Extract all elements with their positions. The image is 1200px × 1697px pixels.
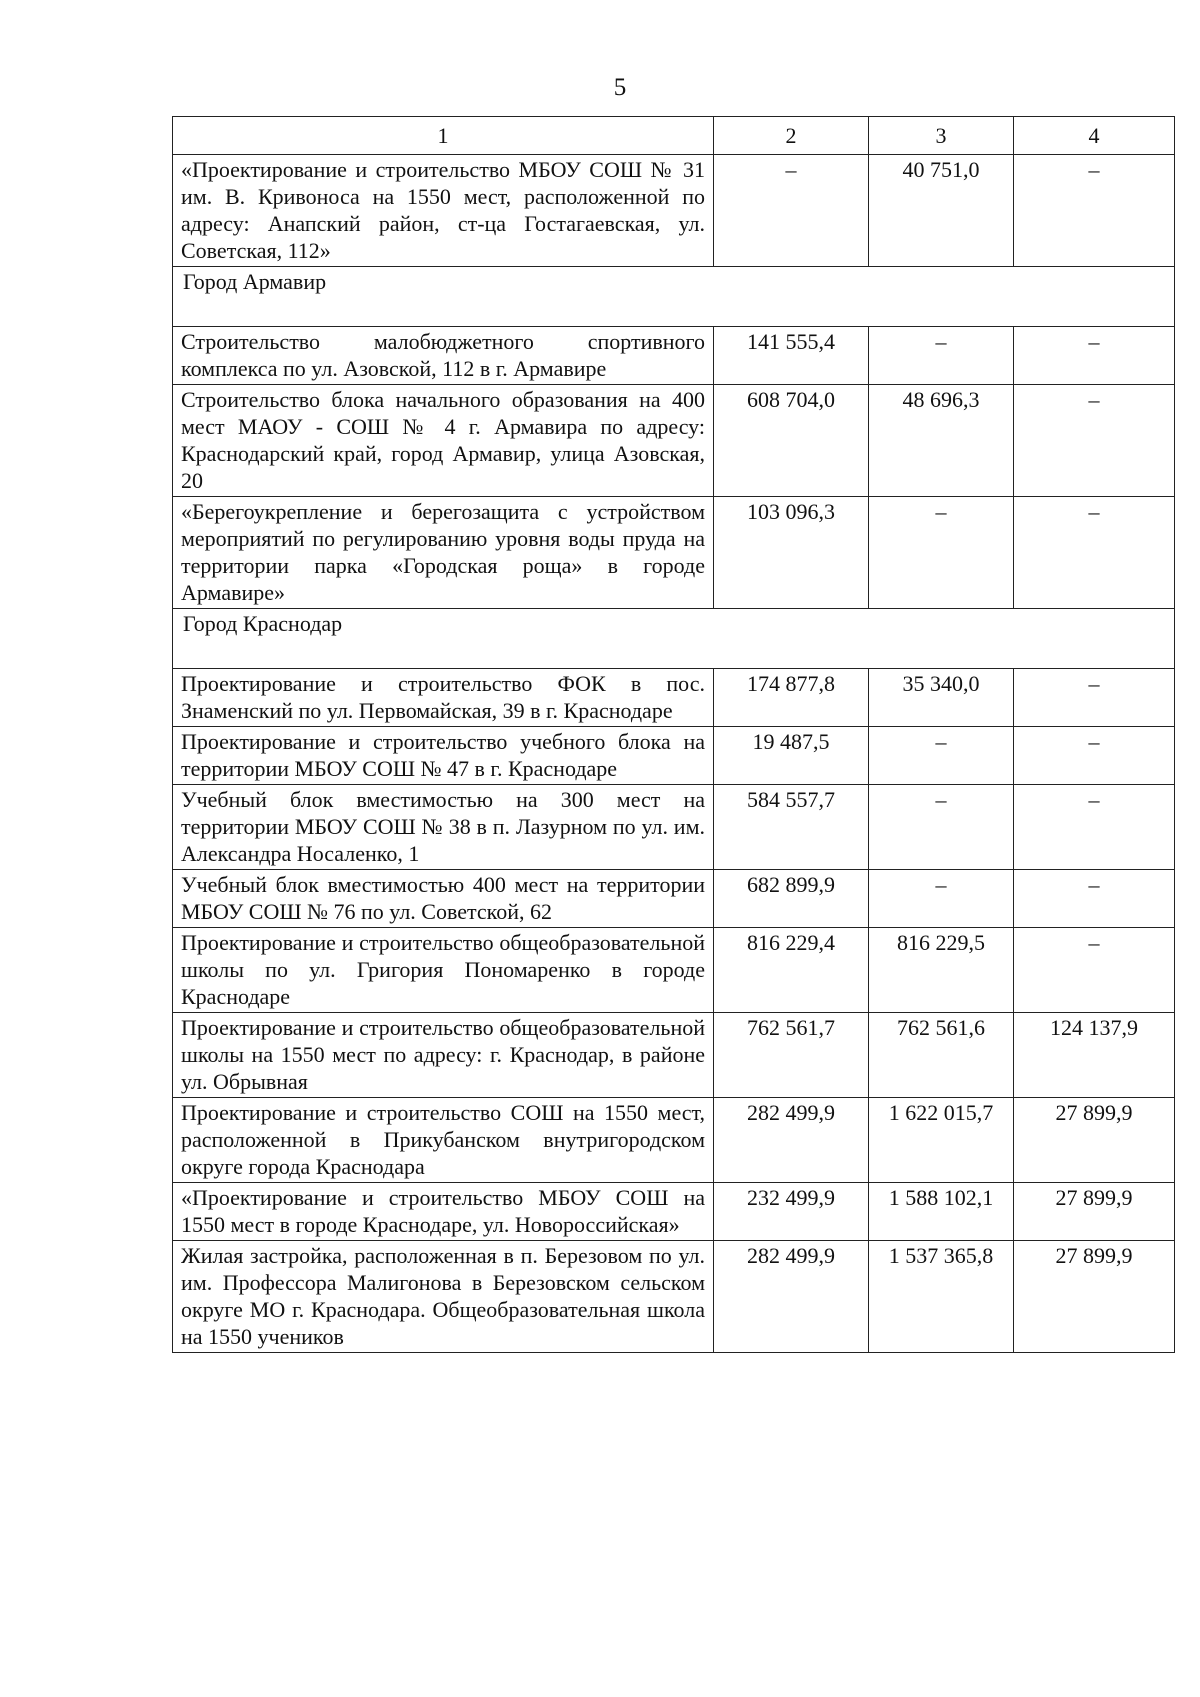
value-cell-col2: 282 499,9 [714, 1241, 869, 1353]
value-cell-col2: 682 899,9 [714, 870, 869, 928]
section-row [173, 267, 1175, 327]
section-row [173, 609, 1175, 669]
header-cell-1: 1 [173, 117, 714, 155]
table-row [173, 727, 1175, 785]
project-name-cell: Проектирование и строительство учебного блока на территории МБОУ СОШ № 47 в г. Краснодаре [173, 727, 714, 785]
header-cell-2: 2 [714, 117, 869, 155]
value-cell-col4: – [1014, 155, 1175, 267]
header-cell-3: 3 [869, 117, 1014, 155]
value-cell-col2: 232 499,9 [714, 1183, 869, 1241]
value-cell-col3: 40 751,0 [869, 155, 1014, 267]
value-cell-col3: – [869, 870, 1014, 928]
value-cell-col3: – [869, 785, 1014, 870]
value-cell-col3: – [869, 727, 1014, 785]
project-name-cell: «Проектирование и строительство МБОУ СОШ на 1550 мест в городе Краснодаре, ул. Новороссийская» [173, 1183, 714, 1241]
value-cell-col3: 1 622 015,7 [869, 1098, 1014, 1183]
value-cell-col2: 584 557,7 [714, 785, 869, 870]
value-cell-col4: – [1014, 327, 1175, 385]
value-cell-col3: 35 340,0 [869, 669, 1014, 727]
table-row [173, 669, 1175, 727]
section-title: Город Армавир [173, 267, 1175, 327]
project-name-cell: Учебный блок вместимостью на 300 мест на территории МБОУ СОШ № 38 в п. Лазурном по ул. им. Александра Носаленко, 1 [173, 785, 714, 870]
value-cell-col4: – [1014, 669, 1175, 727]
project-name-cell: Строительство блока начального образования на 400 мест МАОУ - СОШ № 4 г. Армавира по адресу: Краснодарский край, город Армавир, улица Азовская, 20 [173, 385, 714, 497]
table-row [173, 155, 1175, 267]
value-cell-col4: 124 137,9 [1014, 1013, 1175, 1098]
value-cell-col4: – [1014, 497, 1175, 609]
table-body [173, 117, 1175, 1353]
value-cell-col2: 282 499,9 [714, 1098, 869, 1183]
value-cell-col2: 19 487,5 [714, 727, 869, 785]
value-cell-col3: – [869, 327, 1014, 385]
table-row [173, 1241, 1175, 1353]
value-cell-col2: 762 561,7 [714, 1013, 869, 1098]
project-name-cell: Проектирование и строительство ФОК в пос. Знаменский по ул. Первомайская, 39 в г. Краснодаре [173, 669, 714, 727]
value-cell-col4: – [1014, 727, 1175, 785]
project-name-cell: «Берегоукрепление и берегозащита с устройством мероприятий по регулированию уровня воды пруда на территории парка «Городская роща» в городе Армавире» [173, 497, 714, 609]
page-number: 5 [613, 74, 627, 101]
table-row [173, 870, 1175, 928]
value-cell-col3: 762 561,6 [869, 1013, 1014, 1098]
value-cell-col2: 141 555,4 [714, 327, 869, 385]
table-row [173, 1098, 1175, 1183]
value-cell-col4: 27 899,9 [1014, 1183, 1175, 1241]
value-cell-col2: 174 877,8 [714, 669, 869, 727]
project-name-cell: Жилая застройка, расположенная в п. Березовом по ул. им. Профессора Малигонова в Березовском сельском округе МО г. Краснодара. Общеобразовательная школа на 1550 учеников [173, 1241, 714, 1353]
section-title: Город Краснодар [173, 609, 1175, 669]
header-row [173, 117, 1175, 155]
table-row [173, 1013, 1175, 1098]
project-name-cell: Проектирование и строительство общеобразовательной школы на 1550 мест по адресу: г. Краснодар, в районе ул. Обрывная [173, 1013, 714, 1098]
header-cell-4: 4 [1014, 117, 1175, 155]
value-cell-col3: 816 229,5 [869, 928, 1014, 1013]
value-cell-col4: – [1014, 928, 1175, 1013]
table-row [173, 497, 1175, 609]
value-cell-col2: – [714, 155, 869, 267]
value-cell-col4: 27 899,9 [1014, 1098, 1175, 1183]
value-cell-col4: – [1014, 870, 1175, 928]
budget-table [172, 116, 1175, 1353]
table-row [173, 385, 1175, 497]
value-cell-col3: – [869, 497, 1014, 609]
value-cell-col2: 103 096,3 [714, 497, 869, 609]
value-cell-col4: – [1014, 785, 1175, 870]
value-cell-col2: 608 704,0 [714, 385, 869, 497]
value-cell-col4: 27 899,9 [1014, 1241, 1175, 1353]
value-cell-col3: 48 696,3 [869, 385, 1014, 497]
value-cell-col3: 1 588 102,1 [869, 1183, 1014, 1241]
project-name-cell: «Проектирование и строительство МБОУ СОШ № 31 им. В. Кривоноса на 1550 мест, расположенной по адресу: Анапский район, ст-ца Гостагаевская, ул. Советская, 112» [173, 155, 714, 267]
table-row [173, 327, 1175, 385]
project-name-cell: Проектирование и строительство СОШ на 1550 мест, расположенной в Прикубанском внутригородском округе города Краснодара [173, 1098, 714, 1183]
project-name-cell: Строительство малобюджетного спортивного комплекса по ул. Азовской, 112 в г. Армавире [173, 327, 714, 385]
value-cell-col3: 1 537 365,8 [869, 1241, 1014, 1353]
table-row [173, 928, 1175, 1013]
value-cell-col2: 816 229,4 [714, 928, 869, 1013]
table-row [173, 785, 1175, 870]
project-name-cell: Учебный блок вместимостью 400 мест на территории МБОУ СОШ № 76 по ул. Советской, 62 [173, 870, 714, 928]
value-cell-col4: – [1014, 385, 1175, 497]
table-row [173, 1183, 1175, 1241]
project-name-cell: Проектирование и строительство общеобразовательной школы по ул. Григория Пономаренко в городе Краснодаре [173, 928, 714, 1013]
